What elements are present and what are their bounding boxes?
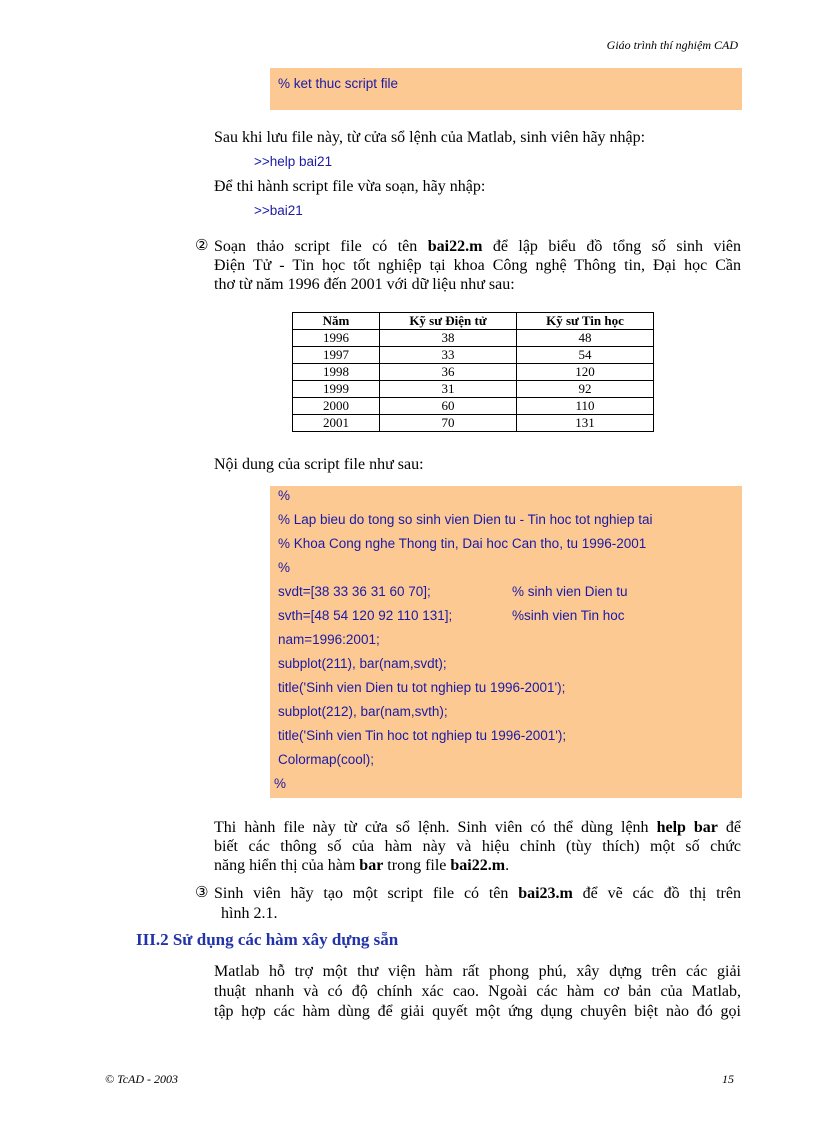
item-3-line-2: hình 2.1.	[221, 905, 278, 922]
paragraph-run-script: Để thi hành script file vừa soạn, hãy nhập:	[214, 178, 486, 195]
page-number: 15	[722, 1072, 734, 1086]
item-2-marker: ②	[195, 236, 209, 254]
running-header: Giáo trình thí nghiệm CAD	[606, 38, 738, 52]
code-block-main	[270, 486, 742, 798]
code-line: nam=1996:2001;	[278, 632, 380, 647]
code-line: svdt=[38 33 36 31 60 70];	[278, 584, 431, 599]
item-3-line-1: Sinh viên hãy tạo một script file có tên bai23.m để vẽ các đồ thị trên	[214, 885, 741, 902]
table-row: 2001 70 131	[293, 415, 654, 432]
paragraph-script-content: Nội dung của script file như sau:	[214, 456, 424, 473]
table-row: 1998 36 120	[293, 364, 654, 381]
file-name-bai23: bai23.m	[518, 885, 573, 902]
table-row: 1997 33 54	[293, 347, 654, 364]
paragraph-save-file: Sau khi lưu file này, từ cửa sổ lệnh của Matlab, sinh viên hãy nhập:	[214, 129, 646, 146]
code-comment: %sinh vien Tin hoc	[512, 608, 625, 623]
footer-copyright: © TcAD - 2003	[105, 1072, 179, 1086]
table-row: 1996 38 48	[293, 330, 654, 347]
file-name-bai22: bai22.m	[427, 238, 483, 255]
paragraph-run-line-2: biết các thông số của hàm này và hiệu chỉnh (tùy thích) một số chức	[214, 838, 741, 855]
graduates-table	[292, 312, 654, 432]
code-line: % ket thuc script file	[278, 76, 399, 91]
paragraph-run-line-3: năng hiển thị của hàm bar trong file bai22.m.	[214, 857, 510, 874]
col-header-electronics: Kỹ sư Điện tử	[380, 313, 517, 330]
code-line: subplot(212), bar(nam,svth);	[278, 704, 448, 719]
item-3-marker: ③	[195, 883, 209, 901]
command-bai21: >>bai21	[254, 203, 303, 218]
table-row: 2000 60 110	[293, 398, 654, 415]
bar-function: bar	[359, 857, 384, 874]
code-line: %	[278, 560, 291, 575]
paragraph-library-line-1: Matlab hỗ trợ một thư viện hàm rất phong phú, xây dựng trên các giải	[214, 963, 741, 980]
code-line: % Khoa Cong nghe Thong tin, Dai hoc Can tho, tu 1996-2001	[278, 536, 647, 551]
code-line: %	[274, 776, 287, 791]
paragraph-run-line-1: Thi hành file này từ cửa sổ lệnh. Sinh viên có thể dùng lệnh help bar để	[214, 819, 742, 836]
table-header-row	[293, 313, 654, 330]
item-2-line-2: Điện Tử - Tin học tốt nghiệp tại khoa Công nghệ Thông tin, Đại học Cần	[214, 257, 741, 274]
code-line: Colormap(cool);	[278, 752, 375, 767]
paragraph-library-line-2: thuật nhanh và có độ chính xác cao. Ngoài các hàm cơ bản của Matlab,	[214, 983, 741, 1000]
file-name-bai22-ref: bai22.m	[450, 857, 506, 874]
help-bar-command: help bar	[656, 819, 718, 836]
code-comment: % sinh vien Dien tu	[512, 584, 628, 599]
code-block-top	[270, 68, 742, 110]
col-header-it: Kỹ sư Tin học	[517, 313, 654, 330]
item-2-line-1: Soạn thảo script file có tên bai22.m để lập biểu đồ tổng số sinh viên	[214, 238, 742, 255]
code-line: subplot(211), bar(nam,svdt);	[278, 656, 447, 671]
code-line: title('Sinh vien Dien tu tot nghiep tu 1996-2001');	[278, 680, 566, 695]
code-line: %	[278, 488, 291, 503]
col-header-year: Năm	[293, 313, 380, 330]
command-help-bai21: >>help bai21	[254, 154, 333, 169]
item-2-line-3: thơ từ năm 1996 đến 2001 với dữ liệu như sau:	[214, 276, 515, 293]
code-line: title('Sinh vien Tin hoc tot nghiep tu 1996-2001');	[278, 728, 567, 743]
table-row: 1999 31 92	[293, 381, 654, 398]
paragraph-library-line-3: tập hợp các hàm dùng để giải quyết một ứng dụng chuyên biệt nào đó gọi	[214, 1003, 741, 1020]
code-line: svth=[48 54 120 92 110 131];	[278, 608, 453, 623]
section-heading: III.2 Sử dụng các hàm xây dựng sẵn	[136, 930, 399, 949]
code-line: % Lap bieu do tong so sinh vien Dien tu - Tin hoc tot nghiep tai	[278, 512, 653, 527]
